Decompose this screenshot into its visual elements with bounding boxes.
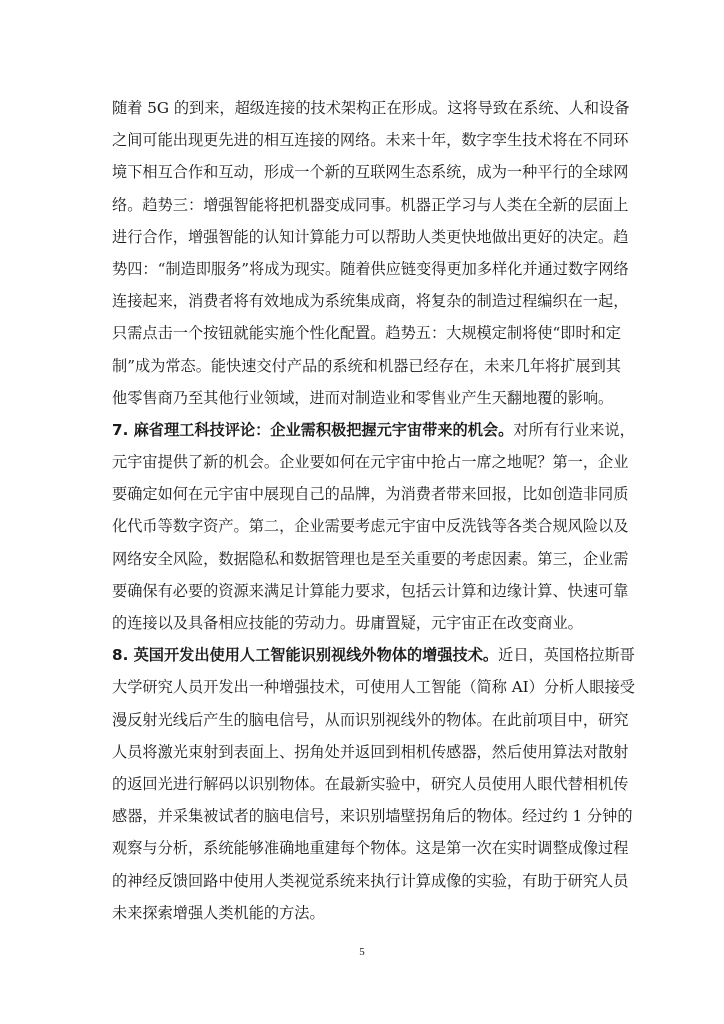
text-line: 络。趋势三：增强智能将把机器变成同事。机器正学习与人类在全新的层面上 <box>112 195 629 214</box>
text-line: 他零售商乃至其他行业领域，进而对制造业和零售业产生天翻地覆的影响。 <box>112 388 614 407</box>
section-first-line <box>112 639 635 671</box>
section-heading: 8. 英国开发出使用人工智能识别视线外物体的增强技术。 <box>112 646 499 665</box>
text-line: 连接起来，消费者将有效地成为系统集成商，将复杂的制造过程编织在一起， <box>112 292 629 311</box>
text-line: 观察与分析，系统能够准确地重建每个物体。这是第一次在实时调整成像过程 <box>112 839 629 858</box>
text-line: 进行合作，增强智能的认知计算能力可以帮助人类更快地做出更好的决定。趋 <box>112 227 629 246</box>
section-first-line <box>112 414 635 446</box>
text-line: 制”成为常态。能快速交付产品的系统和机器已经存在，未来几年将扩展到其 <box>112 356 621 375</box>
text-line: 元宇宙提供了新的机会。企业要如何在元宇宙中抢占一席之地呢？第一，企业 <box>112 453 629 472</box>
text-line: 人员将激光束射到表面上、拐角处并返回到相机传感器，然后使用算法对散射 <box>112 742 629 761</box>
section-item-8 <box>112 639 635 929</box>
text-line: 未来探索增强人类机能的方法。 <box>112 903 325 922</box>
document-body <box>112 92 635 929</box>
text-line: 漫反射光线后产生的脑电信号，从而识别视线外的物体。在此前项目中，研究 <box>112 710 629 729</box>
text-line: 网络安全风险，数据隐私和数据管理也是至关重要的考虑因素。第三，企业需 <box>112 549 629 568</box>
text-line: 要确保有必要的资源来满足计算能力要求，包括云计算和边缘计算、快速可靠 <box>112 581 629 600</box>
text-line: 的神经反馈回路中使用人类视觉系统来执行计算成像的实验，有助于研究人员 <box>112 871 629 890</box>
section-item-7 <box>112 414 635 639</box>
section-text: 对所有行业来说， <box>513 420 635 439</box>
text-line: 感器，并采集被试者的脑电信号，来识别墙壁拐角后的物体。经过约 1 分钟的 <box>112 807 633 826</box>
text-line: 的返回光进行解码以识别物体。在最新实验中，研究人员使用人眼代替相机传 <box>112 774 629 793</box>
text-line: 随着 5G 的到来，超级连接的技术架构正在形成。这将导致在系统、人和设备 <box>112 99 630 117</box>
text-line: 之间可能出现更先进的相互连接的网络。未来十年，数字孪生技术将在不同环 <box>112 131 629 150</box>
text-line: 的连接以及具备相应技能的劳动力。毋庸置疑，元宇宙正在改变商业。 <box>112 614 583 632</box>
text-line: 境下相互合作和互动，形成一个新的互联网生态系统，成为一种平行的全球网 <box>112 163 629 182</box>
paragraph-trends <box>112 92 630 414</box>
page-number: 5 <box>359 946 365 958</box>
text-line: 要确定如何在元宇宙中展现自己的品牌，为消费者带来回报，比如创造非同质 <box>112 485 629 504</box>
text-line: 大学研究人员开发出一种增强技术，可使用人工智能（简称 AI）分析人眼接受 <box>112 678 635 697</box>
text-line: 只需点击一个按钮就能实施个性化配置。趋势五：大规模定制将使“即时和定 <box>112 324 621 343</box>
text-line: 化代币等数字资产。第二，企业需要考虑元宇宙中反洗钱等各类合规风险以及 <box>112 517 629 536</box>
text-line: 势四：“制造即服务”将成为现实。随着供应链变得更加多样化并通过数字网络 <box>112 259 629 278</box>
section-heading: 7. 麻省理工科技评论：企业需积极把握元宇宙带来的机会。 <box>112 420 514 439</box>
section-text: 近日，英国格拉斯哥 <box>498 646 635 665</box>
